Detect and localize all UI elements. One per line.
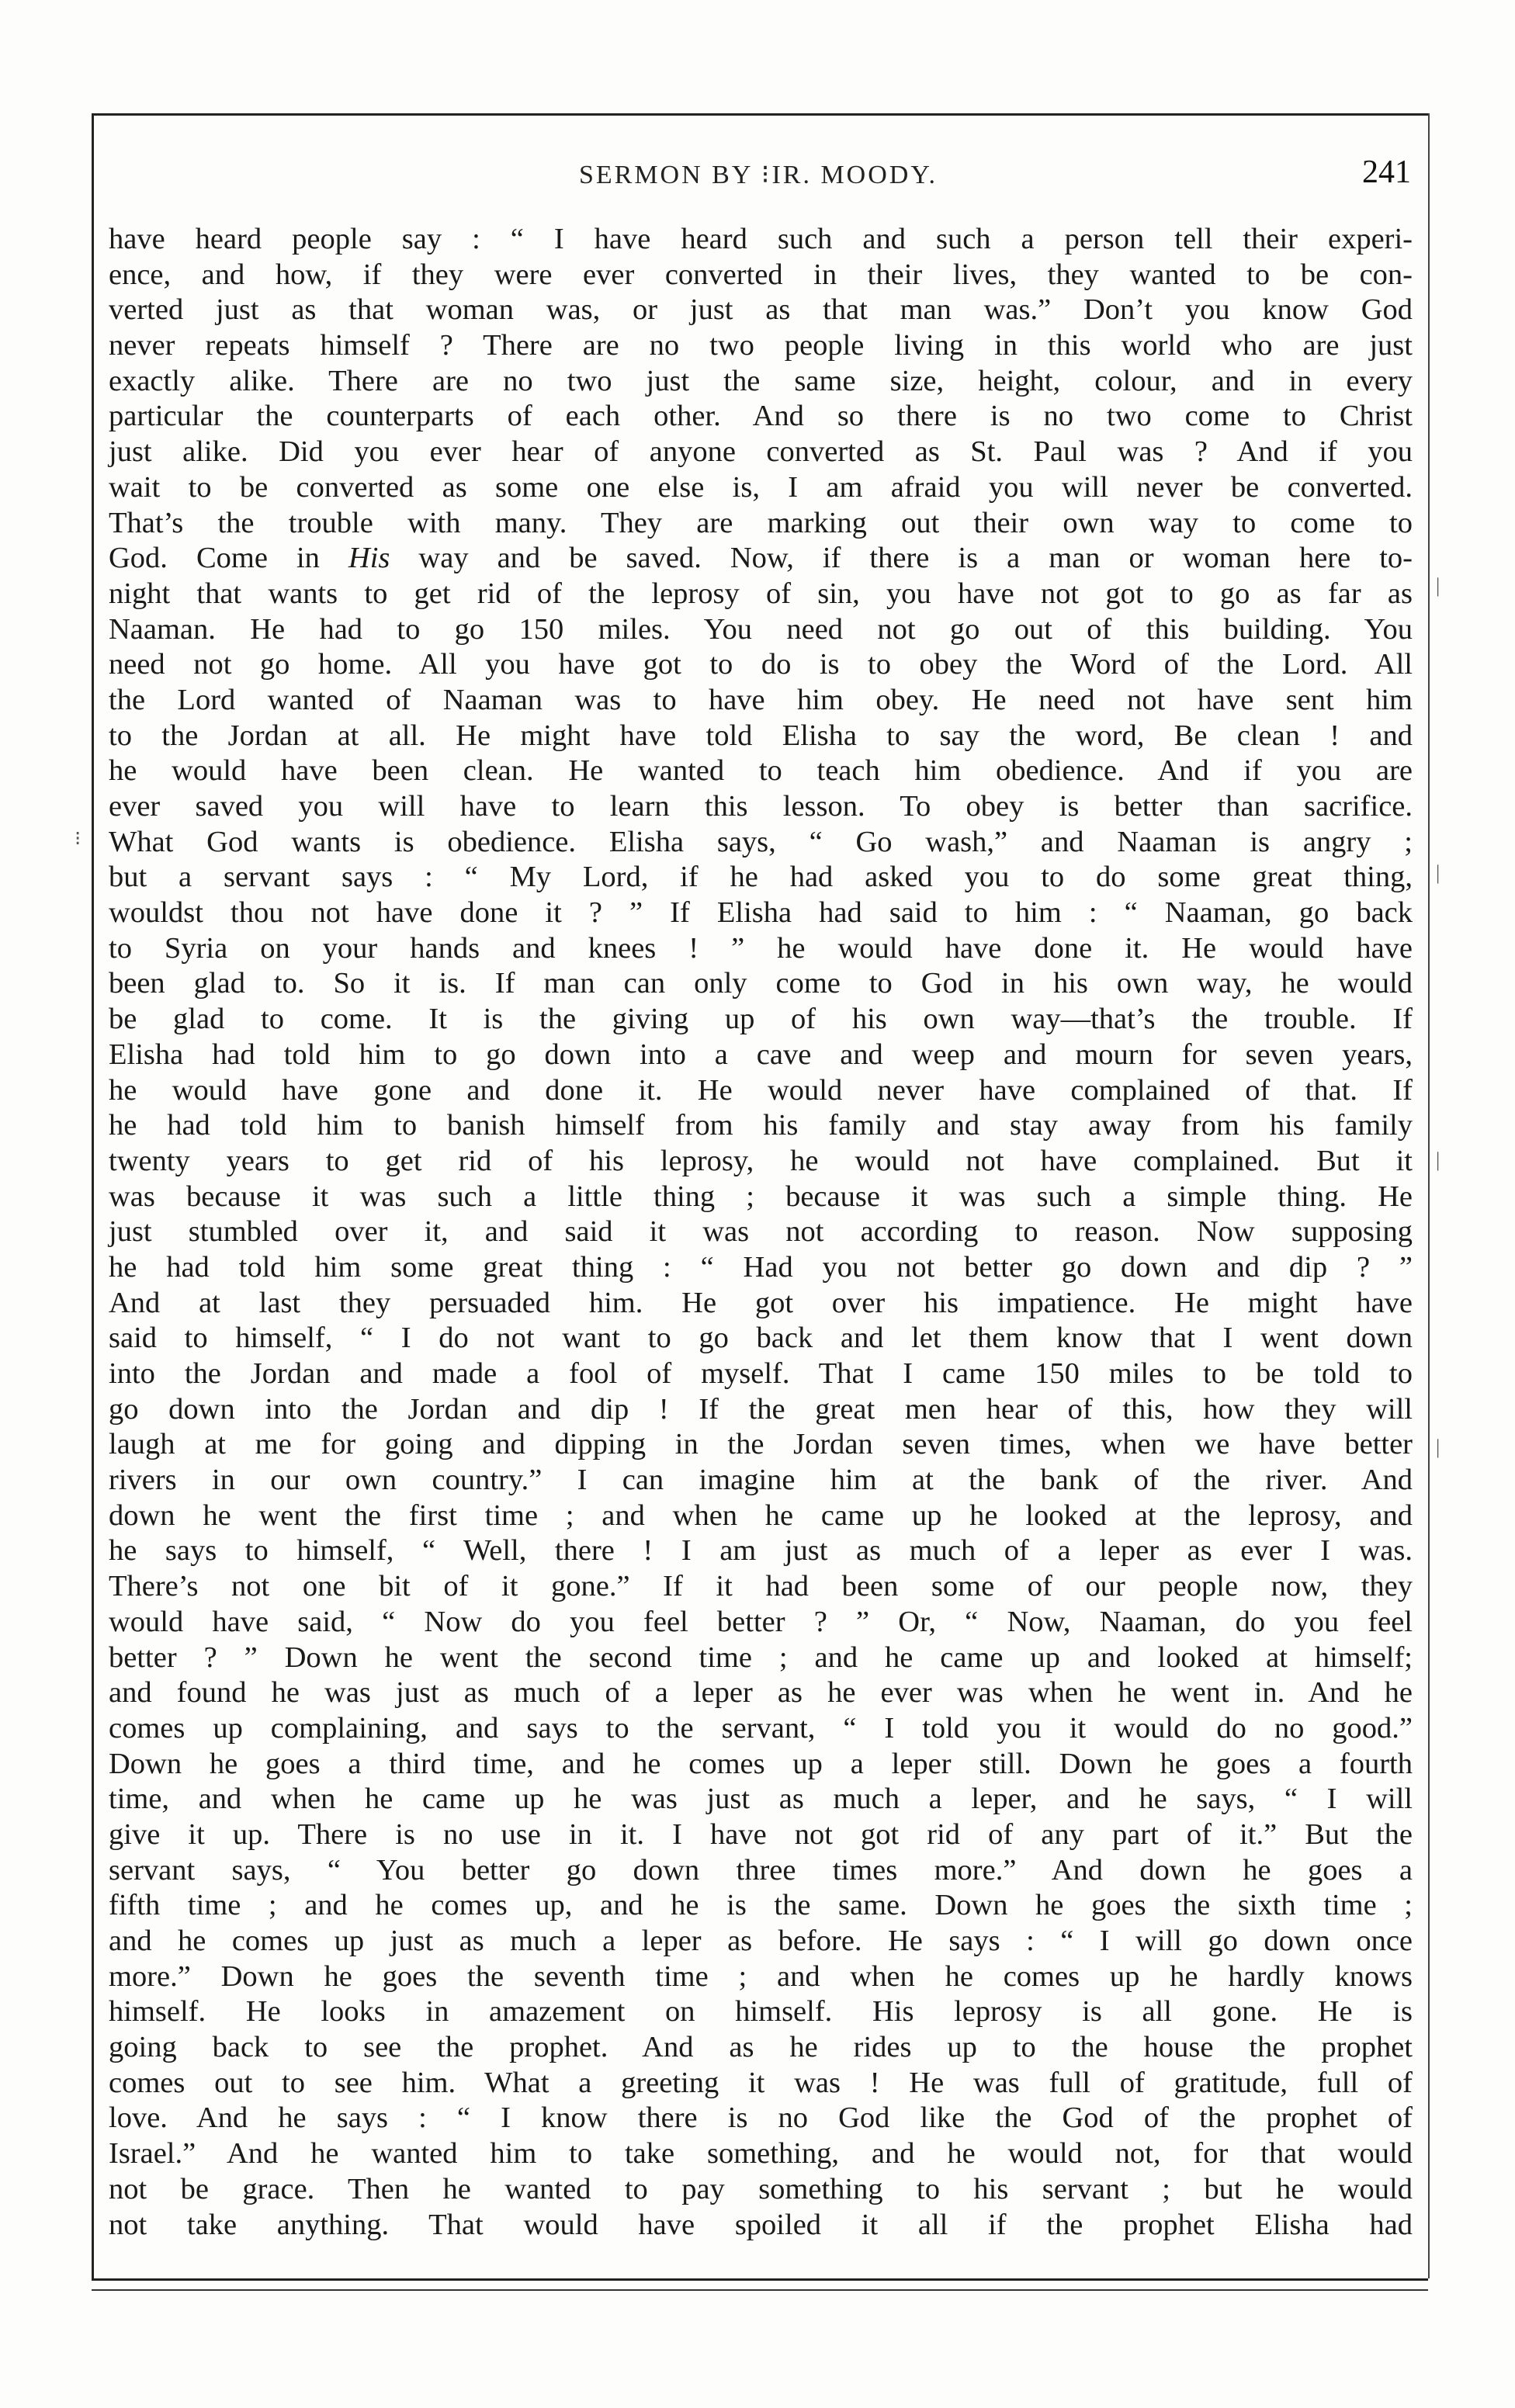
bottom-border-rule-inner <box>92 2289 1428 2291</box>
text-line: better ? ” Down he went the second time ; and he came up and looked at himself; <box>109 1641 1413 1674</box>
sermon-text-column <box>109 222 1413 2243</box>
text-line: night that wants to get rid of the leprosy of sin, you have not got to go as far as <box>109 577 1413 610</box>
text-line: wait to be converted as some one else is, I am afraid you will never be converted. <box>109 470 1413 504</box>
text-line: and found he was just as much of a leper as he ever was when he went in. And he <box>109 1676 1413 1710</box>
text-line: said to himself, “ I do not want to go back and let them know that I went down <box>109 1322 1413 1355</box>
text-line: not be grace. Then he wanted to pay something to his servant ; but he would <box>109 2172 1413 2205</box>
margin-mark: ⁝ <box>75 827 81 850</box>
text-line: he says to himself, “ Well, there ! I am just as much of a leper as ever I was. <box>109 1534 1413 1568</box>
text-line: go down into the Jordan and dip ! If the great men hear of this, how they will <box>109 1392 1413 1426</box>
text-line: he would have gone and done it. He would never have complained of that. If <box>109 1073 1413 1107</box>
text-line: servant says, “ You better go down three times more.” And down he goes a <box>109 1853 1413 1887</box>
text-line: to Syria on your hands and knees ! ” he would have done it. He would have <box>109 931 1413 965</box>
text-line: comes up complaining, and says to the servant, “ I told you it would do no good.” <box>109 1711 1413 1745</box>
text-line: would have said, “ Now do you feel better ? ” Or, “ Now, Naaman, do you feel <box>109 1605 1413 1638</box>
text-line: the Lord wanted of Naaman was to have him obey. He need not have sent him <box>109 683 1413 716</box>
text-line: ever saved you will have to learn this lesson. To obey is better than sacrifice. <box>109 790 1413 823</box>
bottom-border-rule <box>92 2278 1428 2281</box>
margin-mark: | <box>1436 861 1440 884</box>
text-line: fifth time ; and he comes up, and he is the same. Down he goes the sixth time ; <box>109 1889 1413 1922</box>
text-line: himself. He looks in amazement on himself. His leprosy is all gone. He is <box>109 1995 1413 2029</box>
text-line: And at last they persuaded him. He got over his impatience. He might have <box>109 1286 1413 1319</box>
top-border-rule <box>92 113 1428 116</box>
text-line: to the Jordan at all. He might have told Elisha to say the word, Be clean ! and <box>109 719 1413 752</box>
text-line: just alike. Did you ever hear of anyone converted as St. Paul was ? And if you <box>109 435 1413 469</box>
text-line: particular the counterparts of each other. And so there is no two come to Christ <box>109 400 1413 433</box>
text-line: God. Come in His way and be saved. Now, if there is a man or woman here to- <box>109 542 1413 575</box>
running-head: SERMON BY ⁝IR. MOODY. <box>578 161 938 189</box>
margin-mark: | <box>1436 1149 1440 1171</box>
text-line: down he went the first time ; and when he came up he looked at the leprosy, and <box>109 1499 1413 1532</box>
text-line: need not go home. All you have got to do is to obey the Word of the Lord. All <box>109 648 1413 681</box>
text-line: give it up. There is no use in it. I have not got rid of any part of it.” But the <box>109 1817 1413 1851</box>
right-border-rule <box>1428 113 1430 2278</box>
text-line: laugh at me for going and dipping in the Jordan seven times, when we have better <box>109 1428 1413 1461</box>
text-line: going back to see the prophet. And as he rides up to the house the prophet <box>109 2031 1413 2064</box>
text-line: more.” Down he goes the seventh time ; and when he comes up he hardly knows <box>109 1959 1413 1993</box>
text-line: exactly alike. There are no two just the same size, height, colour, and in every <box>109 364 1413 397</box>
text-line: be glad to come. It is the giving up of his own way—that’s the trouble. If <box>109 1003 1413 1036</box>
text-line: time, and when he came up he was just as much a leper, and he says, “ I will <box>109 1783 1413 1816</box>
margin-mark: | <box>1436 574 1440 597</box>
text-line: twenty years to get rid of his leprosy, he would not have complained. But it <box>109 1144 1413 1177</box>
emphasis-text: His <box>348 542 390 575</box>
text-line: into the Jordan and made a fool of myself. That I came 150 miles to be told to <box>109 1357 1413 1390</box>
text-line: comes out to see him. What a greeting it was ! He was full of gratitude, full of <box>109 2066 1413 2099</box>
page-number: 241 <box>1362 154 1411 190</box>
text-line: never repeats himself ? There are no two people living in this world who are just <box>109 329 1413 362</box>
text-line: he would have been clean. He wanted to teach him obedience. And if you are <box>109 754 1413 788</box>
margin-mark: | <box>1436 1436 1440 1458</box>
text-line: been glad to. So it is. If man can only come to God in his own way, he would <box>109 967 1413 1000</box>
text-line: but a servant says : “ My Lord, if he had asked you to do some great thing, <box>109 861 1413 894</box>
text-line: just stumbled over it, and said it was not according to reason. Now supposing <box>109 1215 1413 1249</box>
text-line: he had told him to banish himself from his family and stay away from his family <box>109 1109 1413 1142</box>
text-line: Elisha had told him to go down into a cave and weep and mourn for seven years, <box>109 1038 1413 1071</box>
text-line: Israel.” And he wanted him to take something, and he would not, for that would <box>109 2137 1413 2171</box>
text-line: and he comes up just as much a leper as before. He says : “ I will go down once <box>109 1925 1413 1957</box>
text-line: ence, and how, if they were ever converted in their lives, they wanted to be con- <box>109 258 1413 291</box>
text-line: That’s the trouble with many. They are marking out their own way to come to <box>109 506 1413 539</box>
text-line: have heard people say : “ I have heard such and such a person tell their experi- <box>109 223 1413 255</box>
text-line: not take anything. That would have spoiled it all if the prophet Elisha had <box>109 2208 1413 2241</box>
text-line: he had told him some great thing : “ Had you not better go down and dip ? ” <box>109 1250 1413 1284</box>
text-line: wouldst thou not have done it ? ” If Elisha had said to him : “ Naaman, go back <box>109 896 1413 930</box>
text-line: love. And he says : “ I know there is no God like the God of the prophet of <box>109 2101 1413 2135</box>
text-line: rivers in our own country.” I can imagine him at the bank of the river. And <box>109 1464 1413 1497</box>
text-line: What God wants is obedience. Elisha says, “ Go wash,” and Naaman is angry ; <box>109 825 1413 858</box>
text-line: Down he goes a third time, and he comes up a leper still. Down he goes a fourth <box>109 1747 1413 1780</box>
text-line: There’s not one bit of it gone.” If it had been some of our people now, they <box>109 1570 1413 1603</box>
text-line: was because it was such a little thing ; because it was such a simple thing. He <box>109 1180 1413 1213</box>
page-header <box>104 152 1413 199</box>
text-line: verted just as that woman was, or just as that man was.” Don’t you know God <box>109 293 1413 327</box>
text-line: Naaman. He had to go 150 miles. You need not go out of this building. You <box>109 612 1413 646</box>
left-border-rule <box>92 113 94 2278</box>
